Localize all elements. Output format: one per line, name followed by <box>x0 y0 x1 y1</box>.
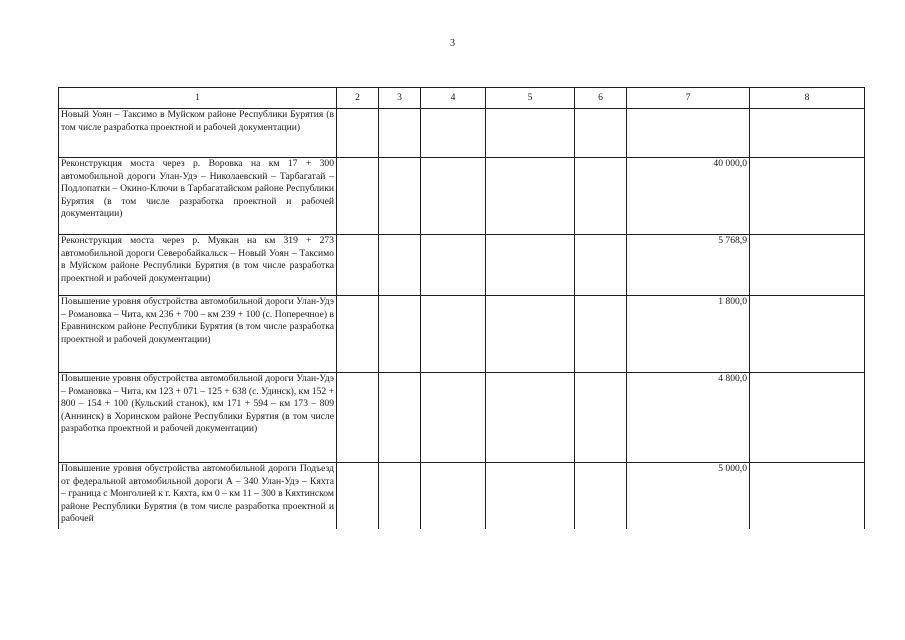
table-cell <box>575 373 627 463</box>
column-header: 2 <box>337 88 379 109</box>
column-header: 7 <box>627 88 750 109</box>
table-cell <box>337 296 379 373</box>
column-header: 6 <box>575 88 627 109</box>
table-row <box>59 373 865 463</box>
table-cell <box>750 373 865 463</box>
table-cell <box>750 235 865 296</box>
table-cell <box>575 235 627 296</box>
table-cell <box>337 158 379 235</box>
table-cell <box>421 373 486 463</box>
page-number: 3 <box>450 38 455 49</box>
column-header: 8 <box>750 88 865 109</box>
amount-cell <box>627 109 750 158</box>
table-cell <box>421 158 486 235</box>
table-cell <box>750 296 865 373</box>
table-cell <box>379 158 421 235</box>
table-row <box>59 296 865 373</box>
table-cell <box>575 463 627 529</box>
table-row <box>59 158 865 235</box>
header-row <box>59 88 865 109</box>
table-row <box>59 109 865 158</box>
table-cell <box>337 109 379 158</box>
amount-cell: 40 000,0 <box>627 158 750 235</box>
table-row <box>59 463 865 529</box>
table-cell <box>379 235 421 296</box>
table-cell <box>486 296 575 373</box>
table-cell <box>750 158 865 235</box>
table-cell <box>750 463 865 529</box>
table-cell <box>486 373 575 463</box>
table-cell <box>486 235 575 296</box>
table-cell <box>575 109 627 158</box>
column-header: 3 <box>379 88 421 109</box>
table-cell <box>379 109 421 158</box>
table-cell <box>486 463 575 529</box>
project-description: Повышение уровня обустройства автомобильной дороги Улан-Удэ – Романовка – Чита, км 236 + 700 – км 239 + 100 (с. Поперечное) в Еравнинском районе Республики Бурятия (в том числе разработка проектной и рабочей документации) <box>59 296 337 373</box>
project-description: Реконструкция моста через р. Воровка на км 17 + 300 автомобильной дороги Улан-Удэ – Николаевский – Тарбагатай – Подлопатки – Окино-Ключи в Тарбагатайском районе Республики Бурятия (в том числе разработка проектной и рабочей документации) <box>59 158 337 235</box>
table-cell <box>421 109 486 158</box>
table-cell <box>421 235 486 296</box>
amount-cell: 1 800,0 <box>627 296 750 373</box>
table-cell <box>421 296 486 373</box>
financing-table <box>58 87 865 529</box>
table-cell <box>379 296 421 373</box>
table-cell <box>379 463 421 529</box>
column-header: 4 <box>421 88 486 109</box>
amount-cell: 5 000,0 <box>627 463 750 529</box>
table-cell <box>421 463 486 529</box>
amount-cell: 5 768,9 <box>627 235 750 296</box>
project-description: Новый Уоян – Таксимо в Муйском районе Республики Бурятия (в том числе разработка проектной и рабочей документации) <box>59 109 337 158</box>
project-description: Повышение уровня обустройства автомобильной дороги Улан-Удэ – Романовка – Чита, км 123 + 071 – 125 + 638 (с. Удинск), км 152 + 800 – 154 + 100 (Кульский станок), км 171 + 594 – км 173 – 809 (Аннинск) в Хоринском районе Республики Бурятия (в том числе разработка проектной и рабочей документации) <box>59 373 337 463</box>
column-header: 1 <box>59 88 337 109</box>
table-cell <box>337 373 379 463</box>
table-cell <box>379 373 421 463</box>
table-cell <box>750 109 865 158</box>
project-description: Реконструкция моста через р. Муякан на км 319 + 273 автомобильной дороги Северобайкальск – Новый Уоян – Таксимо в Муйском районе Республики Бурятия (в том числе разработка проектной и рабочей документации) <box>59 235 337 296</box>
project-description: Повышение уровня обустройства автомобильной дороги Подъезд от федеральной автомобильной дороги А – 340 Улан-Удэ – Кяхта – граница с Монголией к г. Кяхта, км 0 – км 11 – 300 в Кяхтинском районе Республики Бурятия (в том числе разработка проектной и рабочей <box>59 463 337 529</box>
table-cell <box>575 296 627 373</box>
table-cell <box>337 463 379 529</box>
amount-cell: 4 800,0 <box>627 373 750 463</box>
table-cell <box>337 235 379 296</box>
table-row <box>59 235 865 296</box>
column-header: 5 <box>486 88 575 109</box>
table-cell <box>575 158 627 235</box>
table-cell <box>486 109 575 158</box>
table-cell <box>486 158 575 235</box>
